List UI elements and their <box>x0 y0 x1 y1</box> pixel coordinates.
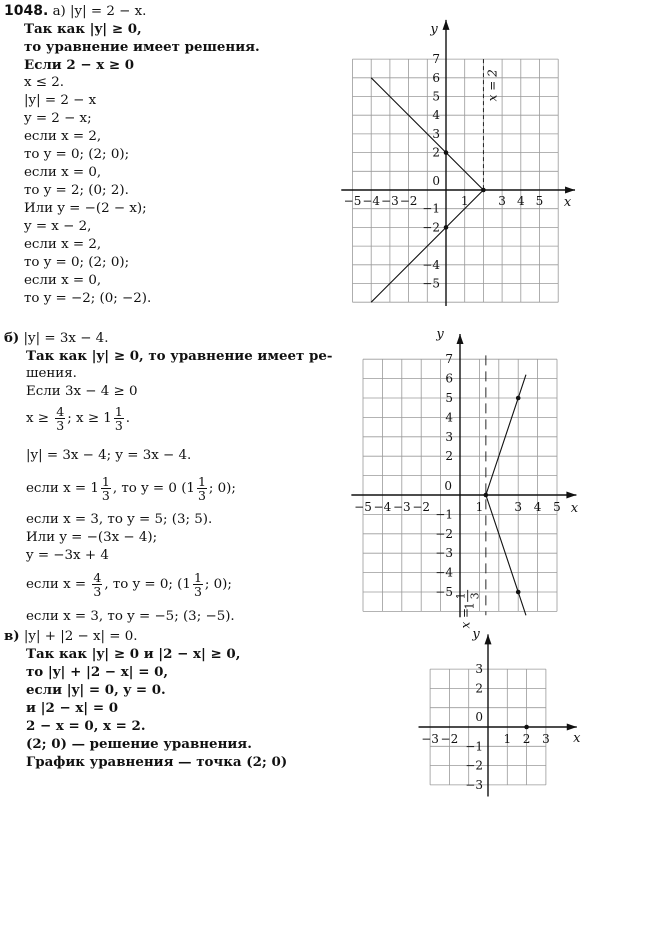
y-tick-label: −1 <box>422 201 440 216</box>
text: , то y = 0; (1 <box>104 577 191 592</box>
y-tick-label: −4 <box>422 257 440 272</box>
y-tick-label: 3 <box>445 429 453 444</box>
y-tick-label: 3 <box>432 126 440 141</box>
y-tick-label: −3 <box>465 777 483 792</box>
y-tick-label: 5 <box>432 89 440 104</box>
y-tick-label: −1 <box>465 739 483 754</box>
denominator: 3 <box>56 418 65 433</box>
numerator: 4 <box>93 570 102 585</box>
text: . <box>125 411 131 426</box>
y-tick-label: −5 <box>422 276 440 291</box>
part-a-line: если x = 0, <box>24 165 102 180</box>
y-tick-label: 2 <box>445 449 453 464</box>
asymptote-label: x = 2 <box>485 69 500 102</box>
y-tick-label: −3 <box>435 546 453 561</box>
part-b-line: если x = 3, то y = 5; (3; 5). <box>26 512 213 527</box>
origin-label: 0 <box>444 479 452 493</box>
part-c-line: если |y| = 0, y = 0. <box>26 682 166 698</box>
x-tick-label: −4 <box>362 194 381 208</box>
part-c-line: 2 − x = 0, x = 2. <box>26 718 146 734</box>
x-tick-label: 5 <box>535 194 544 208</box>
y-axis-label: y <box>430 21 438 37</box>
x-tick-label: 5 <box>553 500 561 514</box>
x-tick-label: 1 <box>460 194 469 208</box>
y-tick-label: −2 <box>435 526 453 541</box>
part-b-line: Или y = −(3x − 4); <box>26 530 158 545</box>
y-axis-arrow <box>485 634 492 644</box>
part-b-line: y = −3x + 4 <box>26 548 109 563</box>
x-tick-label: 4 <box>533 500 542 514</box>
asymptote-frac-den: 3 <box>468 592 482 600</box>
part-a-label: а) <box>52 4 66 19</box>
part-b-title: |y| = 3x − 4. <box>23 331 109 346</box>
x-tick-label: −3 <box>392 500 411 514</box>
y-tick-label: 6 <box>445 371 453 386</box>
x-tick-label: −2 <box>412 500 431 514</box>
part-c-line: Так как |y| ≥ 0 и |2 − x| ≥ 0, <box>26 646 241 662</box>
y-tick-label: 5 <box>445 391 453 405</box>
part-b-line: |y| = 3x − 4; y = 3x − 4. <box>26 448 192 463</box>
y-tick-label: 2 <box>432 145 440 160</box>
x-axis-arrow <box>567 724 577 731</box>
x-tick-label: −3 <box>381 194 399 208</box>
numerator: 1 <box>197 474 206 489</box>
point-marker <box>481 188 486 193</box>
part-c-line: (2; 0) — решение уравнения. <box>26 736 252 752</box>
text: ; 0); <box>204 577 232 592</box>
y-axis-arrow <box>457 334 464 344</box>
asymptote-int: 1 <box>462 602 477 610</box>
part-c-line: то |y| + |2 − x| = 0, <box>26 664 169 680</box>
y-tick-label: −4 <box>435 565 453 580</box>
part-a-line: то уравнение имеет решения. <box>24 39 260 55</box>
y-axis-label: y <box>472 627 480 643</box>
text: если x = <box>26 577 87 592</box>
part-a-line: если x = 2, <box>24 237 102 252</box>
x-tick-label: 1 <box>503 732 512 746</box>
y-axis-label: y <box>436 326 444 342</box>
y-tick-label: 2 <box>475 681 483 696</box>
text: ; x ≥ 1 <box>67 411 112 426</box>
y-tick-label: 7 <box>445 352 453 367</box>
x-tick-label: −2 <box>399 194 418 208</box>
graph-b <box>351 327 578 629</box>
part-b-line: Если 3x − 4 ≥ 0 <box>26 384 138 399</box>
text: если x = 1 <box>26 481 99 496</box>
y-tick-label: 3 <box>475 662 483 677</box>
point-marker <box>516 590 521 595</box>
x-tick-label: −2 <box>440 732 459 746</box>
text: x ≥ <box>26 411 50 426</box>
x-axis-label: x <box>563 195 572 210</box>
x-axis-arrow <box>566 492 576 499</box>
part-b-line: Так как |y| ≥ 0, то уравнение имеет ре- <box>26 348 333 364</box>
asymptote-label <box>455 590 482 629</box>
x-axis-label: x <box>573 731 581 746</box>
part-a-line: x ≤ 2. <box>24 75 65 90</box>
asymptote-label-text: x = <box>458 607 473 629</box>
y-tick-label: 6 <box>432 70 440 85</box>
y-tick-label: −2 <box>465 758 483 773</box>
y-tick-label: 7 <box>432 52 440 67</box>
y-tick-label: −2 <box>422 220 440 235</box>
numerator: 4 <box>56 404 65 419</box>
problem-number: 1048. <box>4 3 49 19</box>
x-axis-label: x <box>570 501 579 516</box>
part-a-line: то y = 0; (2; 0); <box>24 255 130 270</box>
x-tick-label: 3 <box>542 732 550 746</box>
x-tick-label: −5 <box>354 500 372 514</box>
y-axis-arrow <box>443 20 450 30</box>
part-c-label: в) <box>4 628 20 644</box>
part-a-line: то y = −2; (0; −2). <box>24 291 152 306</box>
part-a-line: |y| = 2 − x <box>24 93 97 108</box>
x-tick-label: −4 <box>373 500 392 514</box>
origin-label: 0 <box>475 710 483 724</box>
y-tick-label: −1 <box>435 507 453 522</box>
numerator: 1 <box>193 570 202 585</box>
point-marker <box>524 725 529 730</box>
graph-a <box>341 20 575 306</box>
denominator: 3 <box>197 488 206 503</box>
point-marker <box>484 493 489 498</box>
part-a-line: y = 2 − x; <box>24 111 92 126</box>
x-tick-label: −3 <box>421 732 439 746</box>
denominator: 3 <box>101 488 110 503</box>
text: ; 0); <box>208 481 236 496</box>
denominator: 3 <box>193 584 202 599</box>
part-a-line: Так как |y| ≥ 0, <box>24 21 142 37</box>
denominator: 3 <box>93 584 102 599</box>
y-tick-label: 4 <box>432 108 440 123</box>
part-a-line: то y = 2; (0; 2). <box>24 183 129 198</box>
point-marker <box>516 396 521 401</box>
point-marker <box>444 150 449 155</box>
part-b-line: если x = 3, то y = −5; (3; −5). <box>26 609 235 624</box>
x-tick-label: 4 <box>516 194 525 208</box>
part-a-line: если x = 2, <box>24 129 102 144</box>
graph-c <box>419 627 582 796</box>
numerator: 1 <box>114 404 123 419</box>
text: , то y = 0 (1 <box>112 481 195 496</box>
part-a-line: Если 2 − x ≥ 0 <box>24 57 135 73</box>
part-a-line: то y = 0; (2; 0); <box>24 147 130 162</box>
origin-label: 0 <box>432 174 440 188</box>
x-tick-label: 1 <box>475 500 484 514</box>
part-c-line: График уравнения — точка (2; 0) <box>26 754 288 770</box>
x-axis-arrow <box>565 187 575 194</box>
part-a-title: |y| = 2 − x. <box>70 4 147 19</box>
part-c-title: |y| + |2 − x| = 0. <box>23 629 138 644</box>
part-a-line: если x = 0, <box>24 273 102 288</box>
x-tick-label: −5 <box>343 194 362 208</box>
y-tick-label: 4 <box>445 410 453 425</box>
x-tick-label: 3 <box>498 194 506 208</box>
point-marker <box>444 225 449 230</box>
part-a-line: Или y = −(2 − x); <box>24 201 147 216</box>
x-tick-label: 2 <box>522 732 531 746</box>
part-b-label: б) <box>4 330 20 346</box>
part-a-line: y = x − 2, <box>24 219 92 234</box>
numerator: 1 <box>101 474 110 489</box>
x-tick-label: 3 <box>514 500 523 514</box>
part-b-line: шения. <box>26 366 77 381</box>
denominator: 3 <box>114 418 123 433</box>
part-c-line: и |2 − x| = 0 <box>26 700 119 716</box>
y-tick-label: −5 <box>435 585 453 599</box>
asymptote-frac-num: 1 <box>454 592 468 600</box>
